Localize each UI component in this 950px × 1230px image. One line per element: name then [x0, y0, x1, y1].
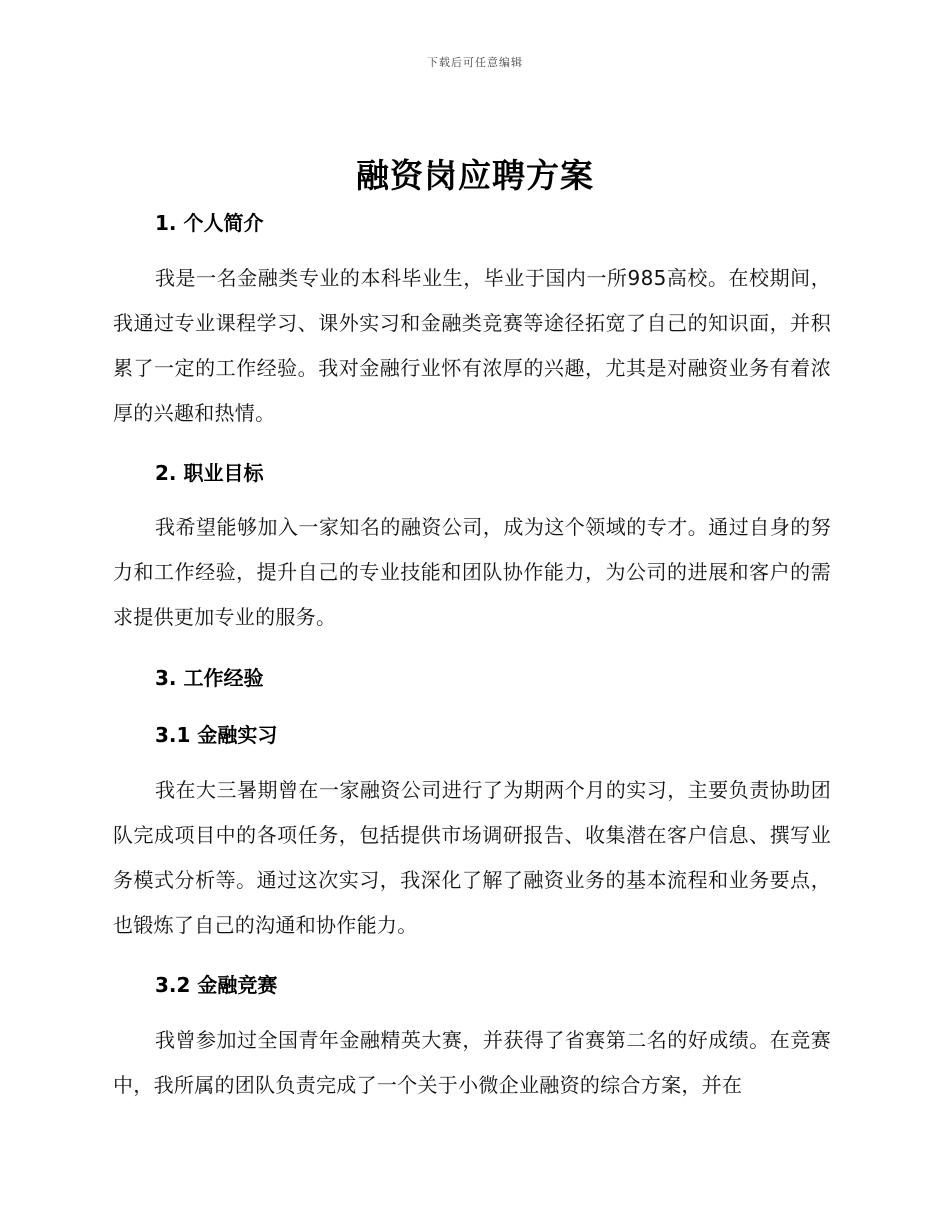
subsection-paragraph-competition: 我曾参加过全国青年金融精英大赛，并获得了省赛第二名的好成绩。在竞赛中，我所属的团队负责完成了一个关于小微企业融资的综合方案，并在 — [113, 1028, 831, 1097]
section-heading-goal: 2. 职业目标 — [155, 461, 264, 485]
section-paragraph-goal: 我希望能够加入一家知名的融资公司，成为这个领域的专才。通过自身的努力和工作经验，提升自己的专业技能和团队协作能力，为公司的进展和客户的需求提供更加专业的服务。 — [113, 515, 831, 629]
header-note: 下载后可任意编辑 — [427, 56, 523, 69]
section-heading-experience: 3. 工作经验 — [155, 666, 264, 690]
section-heading-intro: 1. 个人简介 — [155, 211, 264, 235]
subsection-paragraph-internship: 我在大三暑期曾在一家融资公司进行了为期两个月的实习，主要负责协助团队完成项目中的各项任务，包括提供市场调研报告、收集潜在客户信息、撰写业务模式分析等。通过这次实习，我深化了解了融资业务的基本流程和业务要点，也锻炼了自己的沟通和协作能力。 — [113, 778, 831, 937]
subsection-heading-internship: 3.1 金融实习 — [155, 723, 278, 747]
section-paragraph-intro: 我是一名金融类专业的本科毕业生，毕业于国内一所985高校。在校期间，我通过专业课程学习、课外实习和金融类竞赛等途径拓宽了自己的知识面，并积累了一定的工作经验。我对金融行业怀有浓厚的兴趣，尤其是对融资业务有着浓厚的兴趣和热情。 — [113, 266, 831, 425]
document-title: 融资岗应聘方案 — [356, 156, 594, 195]
subsection-heading-competition: 3.2 金融竞赛 — [155, 973, 278, 997]
